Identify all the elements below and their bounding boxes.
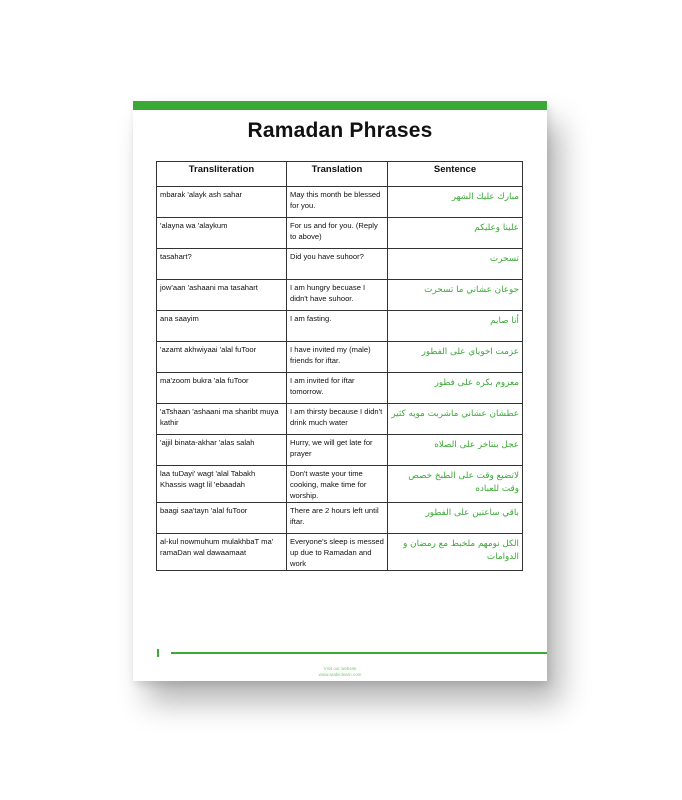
column-header-transliteration: Transliteration xyxy=(157,162,287,187)
cell-transliteration: ana saayim xyxy=(157,311,287,342)
cell-translation: There are 2 hours left until iftar. xyxy=(287,503,388,534)
cell-transliteration: 'ajjil binata-akhar 'alas salah xyxy=(157,435,287,466)
header-accent-bar xyxy=(133,101,547,110)
table-row xyxy=(157,404,523,435)
cell-transliteration: tasahart? xyxy=(157,249,287,280)
table-row xyxy=(157,466,523,503)
cell-sentence: علينا وعليكم xyxy=(388,218,523,249)
table-row xyxy=(157,534,523,571)
table-row xyxy=(157,218,523,249)
table-row xyxy=(157,187,523,218)
cell-transliteration: baagi saa'tayn 'alal fuToor xyxy=(157,503,287,534)
footer-website-link[interactable]: www.arabiclearn.com xyxy=(318,672,362,677)
cell-translation: May this month be blessed for you. xyxy=(287,187,388,218)
column-header-sentence: Sentence xyxy=(388,162,523,187)
phrases-table xyxy=(156,161,523,571)
cell-transliteration: laa tuDayi' wagt 'alal Tabakh Khassis wagt lil 'ebaadah xyxy=(157,466,287,503)
page-title: Ramadan Phrases xyxy=(247,119,433,142)
cell-translation: I am thirsty because I didn't drink much water xyxy=(287,404,388,435)
table-row xyxy=(157,249,523,280)
cell-transliteration: ma'zoom bukra 'ala fuToor xyxy=(157,373,287,404)
cell-sentence: عطشان عشاني ماشربت مويه كثير xyxy=(388,404,523,435)
cell-translation: I am hungry becuase I didn't have suhoor. xyxy=(287,280,388,311)
cell-sentence: عزمت اخوياي على الفطور xyxy=(388,342,523,373)
table-row xyxy=(157,373,523,404)
table-row xyxy=(157,311,523,342)
cell-translation: Did you have suhoor? xyxy=(287,249,388,280)
cell-sentence: جوعان عشاني ما تسحرت xyxy=(388,280,523,311)
footer-rule xyxy=(171,652,547,654)
table-row xyxy=(157,342,523,373)
cell-sentence: باقي ساعتين على الفطور xyxy=(388,503,523,534)
cell-sentence: الكل نومهم ملخبط مع رمضان و الدوامات xyxy=(388,534,523,571)
cell-translation: I have invited my (male) friends for iftar. xyxy=(287,342,388,373)
document-page xyxy=(133,101,547,681)
column-header-translation: Translation xyxy=(287,162,388,187)
cell-sentence: مبارك عليك الشهر xyxy=(388,187,523,218)
cell-translation: Hurry, we will get late for prayer xyxy=(287,435,388,466)
cell-translation: Don't waste your time cooking, make time for worship. xyxy=(287,466,388,503)
cell-transliteration: jow'aan 'ashaani ma tasahart xyxy=(157,280,287,311)
footer-line-1: Visit our website xyxy=(323,666,357,671)
table-row xyxy=(157,503,523,534)
cell-transliteration: al-kul nowmuhum mulakhbaT ma' ramaDan wal dawaamaat xyxy=(157,534,287,571)
footer-text xyxy=(133,666,547,678)
cell-translation: I am invited for iftar tomorrow. xyxy=(287,373,388,404)
cell-transliteration: 'aTshaan 'ashaani ma sharibt muya kathir xyxy=(157,404,287,435)
cell-transliteration: mbarak 'alayk ash sahar xyxy=(157,187,287,218)
cell-sentence: أنا صايم xyxy=(388,311,523,342)
table-row xyxy=(157,280,523,311)
cell-sentence: معزوم بكره على فطور xyxy=(388,373,523,404)
cell-translation: Everyone's sleep is messed up due to Ramadan and work xyxy=(287,534,388,571)
table-row xyxy=(157,435,523,466)
cell-sentence: عجل بنتاخر على الصلاه xyxy=(388,435,523,466)
cell-transliteration: 'azamt akhwiyaai 'alal fuToor xyxy=(157,342,287,373)
cell-translation: I am fasting. xyxy=(287,311,388,342)
footer-page-marker xyxy=(157,649,159,657)
cell-translation: For us and for you. (Reply to above) xyxy=(287,218,388,249)
cell-sentence: تسحرت xyxy=(388,249,523,280)
cell-transliteration: 'alayna wa 'alaykum xyxy=(157,218,287,249)
table-header-row xyxy=(157,162,523,187)
cell-sentence: لاتضيع وقت على الطبخ خصص وقت للعباده xyxy=(388,466,523,503)
